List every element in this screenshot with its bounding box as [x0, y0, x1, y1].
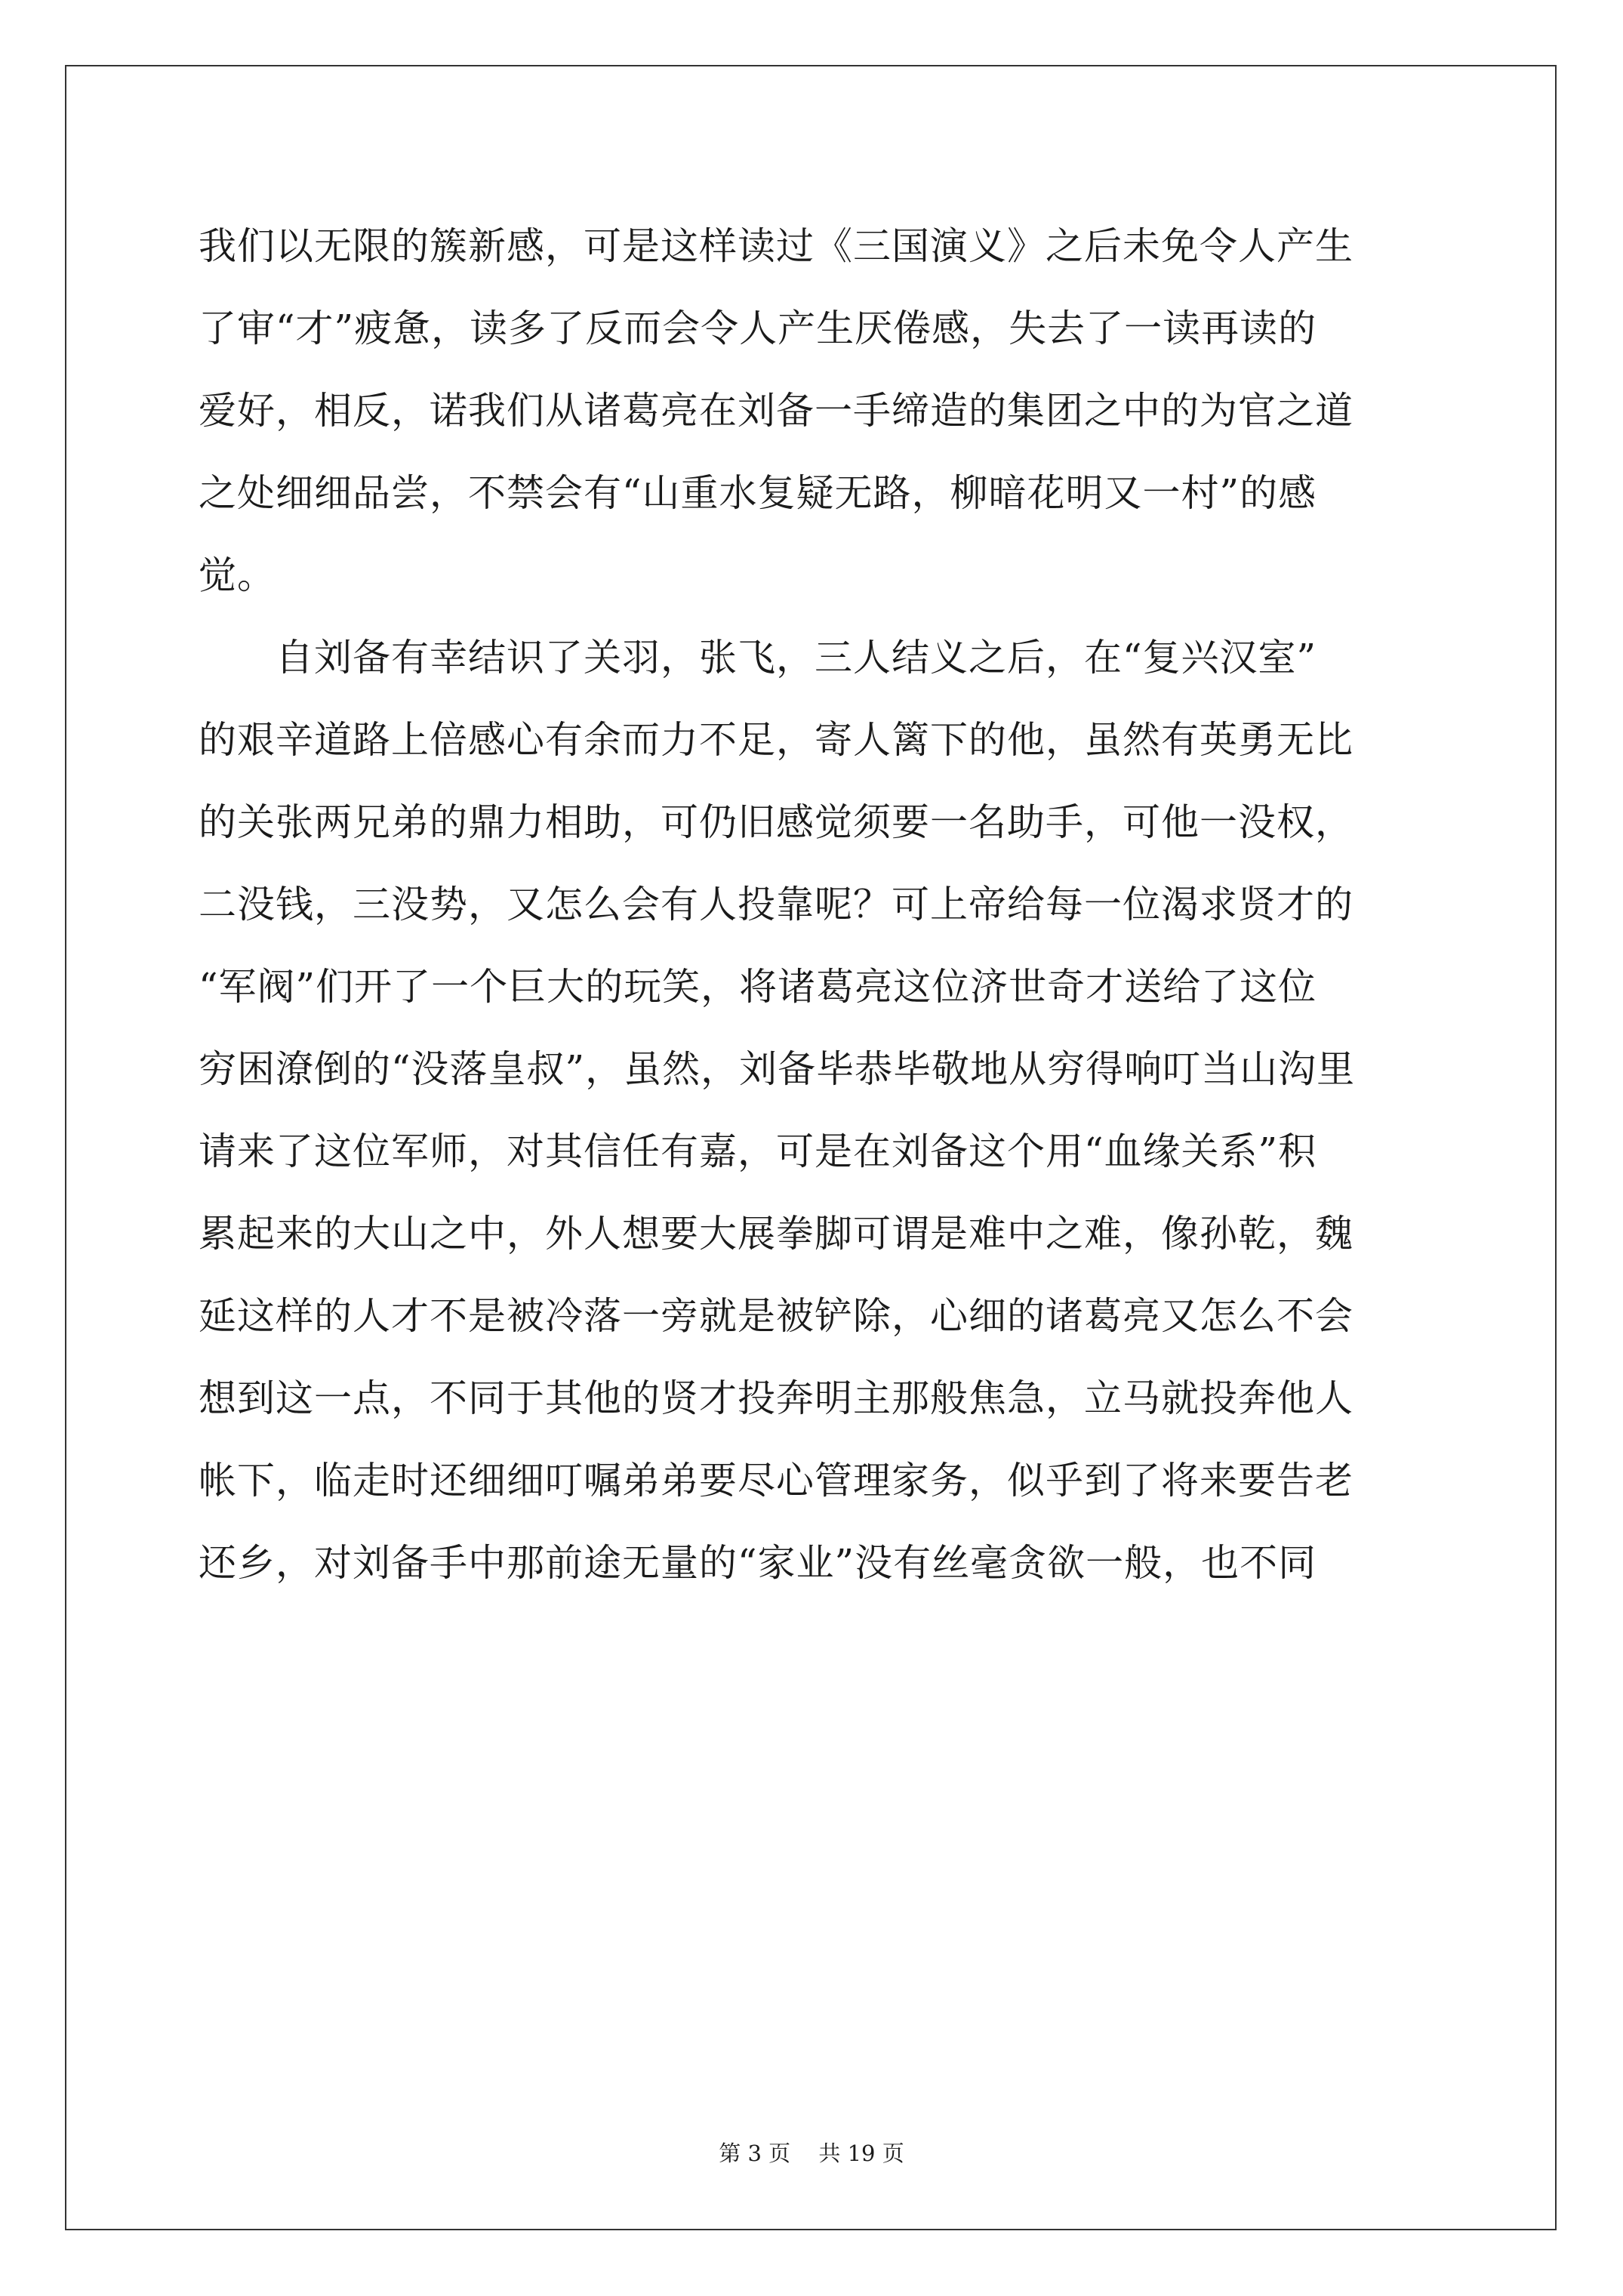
text-line: 穷困潦倒的“没落皇叔”，虽然，刘备毕恭毕敬地从穷得响叮当山沟里: [199, 1047, 1356, 1091]
page-number: 第 3 页: [719, 2140, 791, 2166]
text-line: 累起来的大山之中，外人想要大展拳脚可谓是难中之难，像孙乾，魏: [199, 1212, 1354, 1256]
text-line: 帐下，临走时还细细叮嘱弟弟要尽心管理家务，似乎到了将来要告老: [199, 1459, 1354, 1502]
text-line: 我们以无限的簇新感，可是这样读过《三国演义》之后未免令人产生: [199, 224, 1354, 268]
text-line: 的艰辛道路上倍感心有余而力不足，寄人篱下的他，虽然有英勇无比: [199, 718, 1354, 762]
text-line: “军阀”们开了一个巨大的玩笑，将诸葛亮这位济世奇才送给了这位: [199, 965, 1317, 1009]
text-line: 的关张两兄弟的鼎力相助，可仍旧感觉须要一名助手，可他一没权，: [199, 800, 1354, 844]
page-total: 共 19 页: [818, 2140, 904, 2166]
page-footer: [0, 2138, 1623, 2168]
text-line: 延这样的人才不是被冷落一旁就是被铲除，心细的诸葛亮又怎么不会: [199, 1294, 1354, 1338]
text-line: 自刘备有幸结识了关羽，张飞，三人结义之后，在“复兴汉室”: [199, 636, 1317, 680]
text-line: 请来了这位军师，对其信任有嘉，可是在刘备这个用“血缘关系”积: [199, 1130, 1317, 1173]
text-line: 觉。: [199, 553, 276, 597]
text-line: 二没钱，三没势，又怎么会有人投靠呢？可上帝给每一位渴求贤才的: [199, 883, 1354, 926]
text-line: 还乡，对刘备手中那前途无量的“家业”没有丝毫贪欲一般，也不同: [199, 1541, 1317, 1585]
text-line: 爱好，相反，诺我们从诸葛亮在刘备一手缔造的集团之中的为官之道: [199, 389, 1354, 433]
text-line: 了审“才”疲惫，读多了反而会令人产生厌倦感，失去了一读再读的: [199, 307, 1317, 350]
text-line: 想到这一点，不同于其他的贤才投奔明主那般焦急，立马就投奔他人: [199, 1376, 1354, 1420]
text-line: 之处细细品尝，不禁会有“山重水复疑无路，柳暗花明又一村”的感: [199, 471, 1317, 515]
